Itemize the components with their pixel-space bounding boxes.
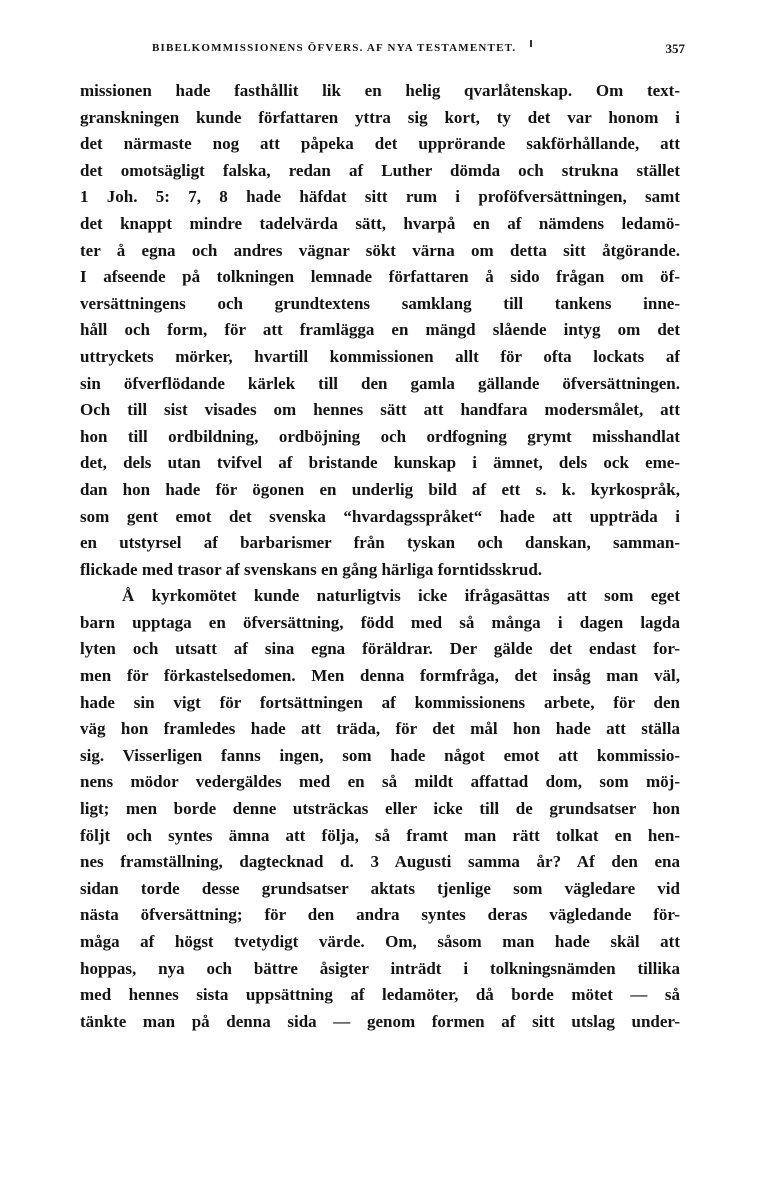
text-line: missionen hade fasthållit lik en helig qvarlåtenskap. Om text- [80,81,680,100]
text-line: barn upptaga en öfversättning, född med så många i dagen lagda [80,612,680,632]
text-line: 1 Joh. 5: 7, 8 hade häfdat sitt rum i proföfversättningen, samt [80,187,680,207]
text-line: sidan torde desse grundsatser aktats tjenlige som vägledare vid [80,878,680,898]
paragraph-end-line: flickade med trasor af svenskans en gång härliga forntidsskrud. [80,559,543,579]
text-line: det knappt mindre tadelvärda sätt, hvarpå en af nämdens ledamö- [80,213,680,233]
running-title: BIBELKOMMISSIONENS ÖFVERS. AF NYA TESTAMENTET. [152,42,517,54]
text-line: det omotsägligt falska, redan af Luther dömda och strukna stället [80,160,680,180]
text-line: nes framställning, dagtecknad d. 3 Augusti samma år? Af den ena [80,852,680,872]
body-text [80,78,680,1035]
text-line: men för förkastelsedomen. Men denna formfråga, det insåg man väl, [80,666,680,686]
text-line: tänkte man på denna sida — genom formen af sitt utslag under- [80,1011,680,1031]
text-line: det närmaste nog att påpeka det upprörande sakförhållande, att [80,134,680,154]
text-line: sig. Visserligen fanns ingen, som hade något emot att kommissio- [80,745,680,765]
text-line: Och till sist visades om hennes sätt att handfara modersmålet, att [80,400,680,420]
text-line: versättningens och grundtextens samklang till tankens inne- [80,293,680,313]
text-line: nästa öfversättning; för den andra syntes deras vägledande för- [80,905,680,925]
text-line: hon till ordbildning, ordböjning och ordfogning grymt misshandlat [80,426,680,446]
text-line: med hennes sista uppsättning af ledamöter, då borde mötet — så [80,985,680,1005]
text-line: som gent emot det svenska “hvardagsspråket“ hade att uppträda i [80,506,680,526]
text-line: väg hon framledes hade att träda, för det mål hon hade att ställa [80,719,680,739]
page-number: 357 [665,41,685,56]
text-line: följt och syntes ämna att följa, så framt man rätt tolkat en hen- [80,825,680,845]
text-line: en utstyrsel af barbarismer från tyskan och danskan, samman- [80,533,680,553]
text-line: granskningen kunde författaren yttra sig kort, ty det var honom i [80,107,680,127]
paragraph-start-line: Å kyrkomötet kunde naturligtvis icke ifrågasättas att som eget [122,586,680,606]
print-mark [530,40,532,47]
text-line: ligt; men borde denne utsträckas eller icke till de grundsatser hon [80,799,680,819]
text-line: ter å egna och andres vägnar sökt värna om detta sitt åtgörande. [80,240,680,260]
text-line: håll och form, för att framlägga en mängd slående intyg om det [80,320,680,340]
text-line: nens mödor vedergäldes med en så mildt affattad dom, som möj- [80,772,680,792]
text-line: sin öfverflödande kärlek till den gamla gällande öfversättningen. [80,373,680,393]
text-line: hade sin vigt för fortsättningen af kommissionens arbete, för den [80,692,680,712]
text-line: lyten och utsatt af sina egna föräldrar. Der gälde det endast for- [80,639,680,659]
text-line: I afseende på tolkningen lemnade författaren å sido frågan om öf- [80,267,680,287]
text-line: uttryckets mörker, hvartill kommissionen allt för ofta lockats af [80,346,680,366]
text-line: måga af högst tvetydigt värde. Om, såsom man hade skäl att [80,932,680,951]
page-header [70,40,688,62]
text-line: det, dels utan tvifvel af bristande kunskap i ämnet, dels ock eme- [80,453,680,473]
text-line: dan hon hade för ögonen en underlig bild af ett s. k. kyrkospråk, [80,479,680,499]
text-line: hoppas, nya och bättre åsigter inträdt i tolkningsnämden tillika [80,958,680,978]
